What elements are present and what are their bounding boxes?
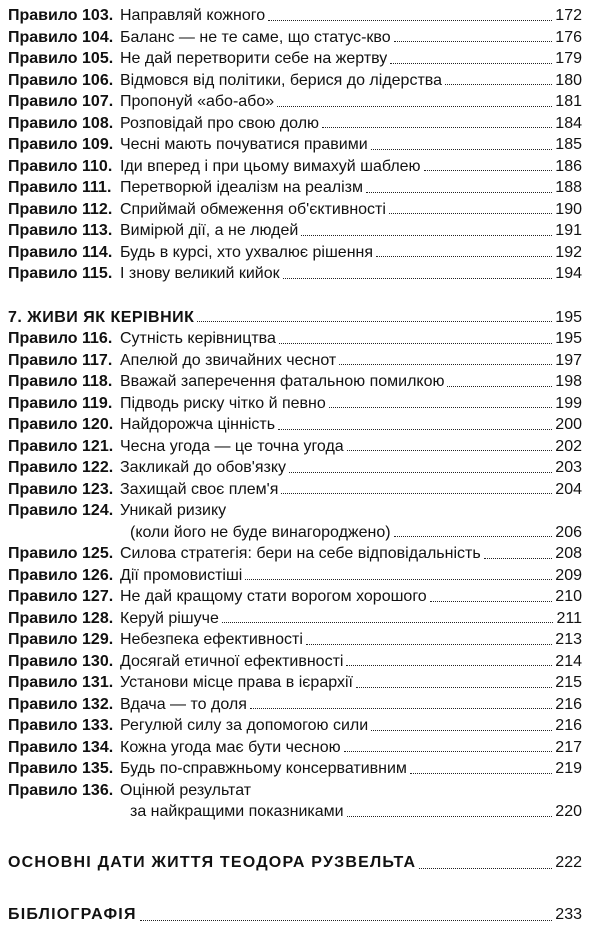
toc-entry[interactable] <box>8 393 582 415</box>
rule-title: Не дай перетворити себе на жертву <box>120 50 388 67</box>
rule-title-line1: Оцінюй результат <box>120 781 252 799</box>
toc-entry[interactable] <box>8 436 582 458</box>
rule-title: Сприймай обмеження об'єктивності <box>120 200 386 218</box>
leader-dots <box>250 708 552 709</box>
rule-title: Будь в курсі, хто ухвалює рішення <box>120 243 374 261</box>
rule-page: 203 <box>555 459 582 476</box>
leader-dots <box>347 816 553 817</box>
leader-dots <box>277 106 552 107</box>
chapter-title: 7. ЖИВИ ЯК КЕРІВНИК <box>8 308 195 326</box>
leader-dots <box>140 920 553 921</box>
toc-entry[interactable] <box>8 48 582 70</box>
toc-entry[interactable] <box>8 457 582 479</box>
rule-title: Кожна угода має бути чесною <box>120 738 341 756</box>
rule-label: Правило 126. <box>8 566 114 584</box>
toc-entry-bibliography[interactable] <box>8 903 582 927</box>
toc-entry[interactable] <box>8 70 582 92</box>
toc-entry[interactable] <box>8 177 582 199</box>
leader-dots <box>347 450 553 451</box>
toc-entry[interactable] <box>8 758 582 780</box>
rule-page: 208 <box>555 545 582 562</box>
rule-page: 220 <box>555 803 582 820</box>
toc-entry[interactable] <box>8 479 582 501</box>
leader-dots <box>430 601 553 602</box>
rule-label: Правило 109. <box>8 136 114 153</box>
rule-page: 206 <box>555 523 582 541</box>
toc-entry[interactable] <box>8 113 582 135</box>
rule-page: 215 <box>555 674 582 691</box>
toc-entry[interactable] <box>8 263 582 285</box>
leader-dots <box>394 536 553 537</box>
chapter-heading[interactable] <box>8 307 582 329</box>
rule-label: Правило 129. <box>8 631 114 648</box>
leader-dots <box>346 665 552 666</box>
rule-title: Вважай заперечення фатальною помилкою <box>120 373 445 390</box>
rule-label: Правило 112. <box>8 200 113 218</box>
leader-dots <box>390 63 552 64</box>
leader-dots <box>344 751 553 752</box>
rule-title: Будь по-справжньому консервативним <box>120 760 407 777</box>
leader-dots <box>366 192 552 193</box>
rule-page: 198 <box>555 373 582 390</box>
leader-dots <box>371 730 552 731</box>
rule-page: 213 <box>555 631 582 648</box>
leader-dots <box>268 20 552 21</box>
rule-label: Правило 114. <box>8 243 113 261</box>
leader-dots <box>283 278 553 279</box>
rule-label: Правило 103. <box>8 7 114 24</box>
toc-entry[interactable] <box>8 737 582 759</box>
rule-label: Правило 135. <box>8 760 114 777</box>
rule-label: Правило 111. <box>8 179 112 196</box>
rule-title: Вимірюй дії, а не людей <box>120 222 299 239</box>
rule-page: 194 <box>555 265 582 282</box>
toc-entry[interactable] <box>8 328 582 350</box>
toc-list-part1 <box>8 5 582 285</box>
rule-label: Правило 123. <box>8 480 114 498</box>
toc-entry[interactable] <box>8 715 582 737</box>
rule-label: Правило 128. <box>8 609 114 627</box>
rule-page: 188 <box>555 179 582 196</box>
rule-title: Регулюй силу за допомогою сили <box>120 717 369 734</box>
rule-title: Апелюй до звичайних чеснот <box>120 351 337 369</box>
rule-label: Правило 107. <box>8 93 114 110</box>
rule-label: Правило 117. <box>8 351 113 369</box>
rule-page: 190 <box>555 200 582 218</box>
rule-label: Правило 110. <box>8 157 113 175</box>
rule-title-line1: Уникай ризику <box>120 502 227 519</box>
spacer <box>8 823 582 851</box>
rule-label: Правило 122. <box>8 459 114 476</box>
rule-label: Правило 105. <box>8 50 114 67</box>
rule-label: Правило 120. <box>8 416 114 433</box>
rule-title: Баланс — не те саме, що статус-кво <box>120 28 391 46</box>
rule-title: Сутність керівництва <box>120 330 276 347</box>
rule-title: Закликай до обов'язку <box>120 459 287 476</box>
chapter-page: 195 <box>555 308 582 326</box>
rule-title: Пропонуй «або-або» <box>120 93 275 110</box>
toc-entry[interactable] <box>8 651 582 673</box>
rule-page: 176 <box>555 28 582 46</box>
rule-page: 219 <box>555 760 582 777</box>
rule-page: 216 <box>555 717 582 734</box>
rule-title: Перетворюй ідеалізм на реалізм <box>120 179 363 196</box>
rule-title: Досягай етичної ефективності <box>120 652 344 670</box>
rule-title: Установи місце права в ієрархії <box>120 674 353 691</box>
rule-label: Правило 108. <box>8 114 114 132</box>
rule-page: 214 <box>555 652 582 670</box>
toc-entry-rule-124[interactable] <box>8 500 582 543</box>
rule-label: Правило 132. <box>8 695 114 713</box>
leader-dots <box>301 235 552 236</box>
toc-entry[interactable] <box>8 371 582 393</box>
rule-title-line2: за найкращими показниками <box>130 803 344 820</box>
leader-dots <box>419 868 552 869</box>
rule-page: 199 <box>555 394 582 412</box>
leader-dots <box>389 213 552 214</box>
rule-page: 181 <box>555 93 582 110</box>
rule-label: Правило 124. <box>8 502 114 519</box>
rule-label: Правило 115. <box>8 265 113 282</box>
toc-entry[interactable] <box>8 565 582 587</box>
rule-title-line2: (коли його не буде винагороджено) <box>130 523 391 541</box>
leader-dots <box>281 493 552 494</box>
rule-label: Правило 125. <box>8 545 114 562</box>
rule-page: 209 <box>555 566 582 584</box>
rule-title: Відмовся від політики, берися до лідерства <box>120 71 442 89</box>
toc-entry[interactable] <box>8 5 582 27</box>
toc-entry[interactable] <box>8 694 582 716</box>
rule-label: Правило 116. <box>8 330 113 347</box>
toc-entry[interactable] <box>8 27 582 49</box>
rule-title: Небезпека ефективності <box>120 631 303 648</box>
rule-title: Іди вперед і при цьому вимахуй шаблею <box>120 157 421 175</box>
rule-title: Керуй рішуче <box>120 609 219 627</box>
rule-title: І знову великий кийок <box>120 265 280 282</box>
leader-dots <box>371 149 553 150</box>
rule-page: 210 <box>555 588 582 605</box>
toc-entry[interactable] <box>8 543 582 565</box>
toc-list-part2b <box>8 543 582 780</box>
rule-label: Правило 133. <box>8 717 114 734</box>
leader-dots <box>306 644 552 645</box>
leader-dots <box>410 773 552 774</box>
toc-entry[interactable] <box>8 608 582 630</box>
toc-entry[interactable] <box>8 242 582 264</box>
rule-title: Розповідай про свою долю <box>120 114 320 132</box>
toc-entry[interactable] <box>8 586 582 608</box>
rule-page: 179 <box>555 50 582 67</box>
toc-entry[interactable] <box>8 672 582 694</box>
rule-page: 191 <box>555 222 582 239</box>
spacer <box>8 875 582 903</box>
rule-label: Правило 119. <box>8 394 113 412</box>
rule-label: Правило 113. <box>8 222 113 239</box>
leader-dots <box>289 472 552 473</box>
rule-page: 204 <box>555 480 582 498</box>
rule-page: 217 <box>555 738 582 756</box>
section-page: 233 <box>555 905 582 923</box>
leader-dots <box>484 558 553 559</box>
rule-label: Правило 136. <box>8 781 114 799</box>
rule-page: 172 <box>555 7 582 24</box>
leader-dots <box>356 687 552 688</box>
toc-entry[interactable] <box>8 199 582 221</box>
toc-entry-dates[interactable] <box>8 851 582 875</box>
rule-title: Направляй кожного <box>120 7 266 24</box>
rule-label: Правило 131. <box>8 674 114 691</box>
rule-title: Дії промовистіші <box>120 566 243 584</box>
leader-dots <box>376 256 552 257</box>
rule-title: Найдорожча цінність <box>120 416 276 433</box>
toc-entry[interactable] <box>8 629 582 651</box>
toc-entry[interactable] <box>8 156 582 178</box>
rule-page: 185 <box>555 136 582 153</box>
rule-title: Підводь риску чітко й певно <box>120 394 326 412</box>
rule-label: Правило 134. <box>8 738 114 756</box>
rule-title: Чесна угода — це точна угода <box>120 437 344 455</box>
toc-entry[interactable] <box>8 414 582 436</box>
rule-page: 211 <box>556 609 582 627</box>
toc-entry[interactable] <box>8 350 582 372</box>
rule-page: 197 <box>555 351 582 369</box>
section-title: БІБЛІОГРАФІЯ <box>8 905 137 923</box>
toc-list-part2a <box>8 328 582 500</box>
section-page: 222 <box>555 853 582 871</box>
rule-label: Правило 106. <box>8 71 114 89</box>
leader-dots <box>424 170 553 171</box>
rule-page: 216 <box>555 695 582 713</box>
leader-dots <box>329 407 553 408</box>
leader-dots <box>322 127 552 128</box>
toc-entry[interactable] <box>8 220 582 242</box>
leader-dots <box>278 429 552 430</box>
toc-entry-rule-136[interactable] <box>8 780 582 823</box>
rule-page: 195 <box>555 330 582 347</box>
rule-page: 192 <box>555 243 582 261</box>
rule-label: Правило 121. <box>8 437 114 455</box>
rule-title: Захищай своє плем'я <box>120 480 279 498</box>
rule-page: 202 <box>555 437 582 455</box>
rule-page: 184 <box>555 114 582 132</box>
leader-dots <box>245 579 552 580</box>
leader-dots <box>445 84 552 85</box>
rule-title: Силова стратегія: бери на себе відповідальність <box>120 545 481 562</box>
rule-label: Правило 104. <box>8 28 114 46</box>
rule-title: Чесні мають почуватися правими <box>120 136 368 153</box>
rule-title: Не дай кращому стати ворогом хорошого <box>120 588 427 605</box>
rule-page: 200 <box>555 416 582 433</box>
leader-dots <box>222 622 554 623</box>
rule-label: Правило 127. <box>8 588 114 605</box>
leader-dots <box>394 41 553 42</box>
leader-dots <box>279 343 552 344</box>
leader-dots <box>197 321 552 322</box>
section-title: ОСНОВНІ ДАТИ ЖИТТЯ ТЕОДОРА РУЗВЕЛЬТА <box>8 853 417 871</box>
leader-dots <box>339 364 552 365</box>
spacer <box>8 285 582 307</box>
toc-entry[interactable] <box>8 91 582 113</box>
rule-page: 180 <box>555 71 582 89</box>
rule-title: Вдача — то доля <box>120 695 247 713</box>
toc-entry[interactable] <box>8 134 582 156</box>
rule-page: 186 <box>555 157 582 175</box>
leader-dots <box>447 386 552 387</box>
rule-label: Правило 130. <box>8 652 114 670</box>
rule-label: Правило 118. <box>8 373 113 390</box>
